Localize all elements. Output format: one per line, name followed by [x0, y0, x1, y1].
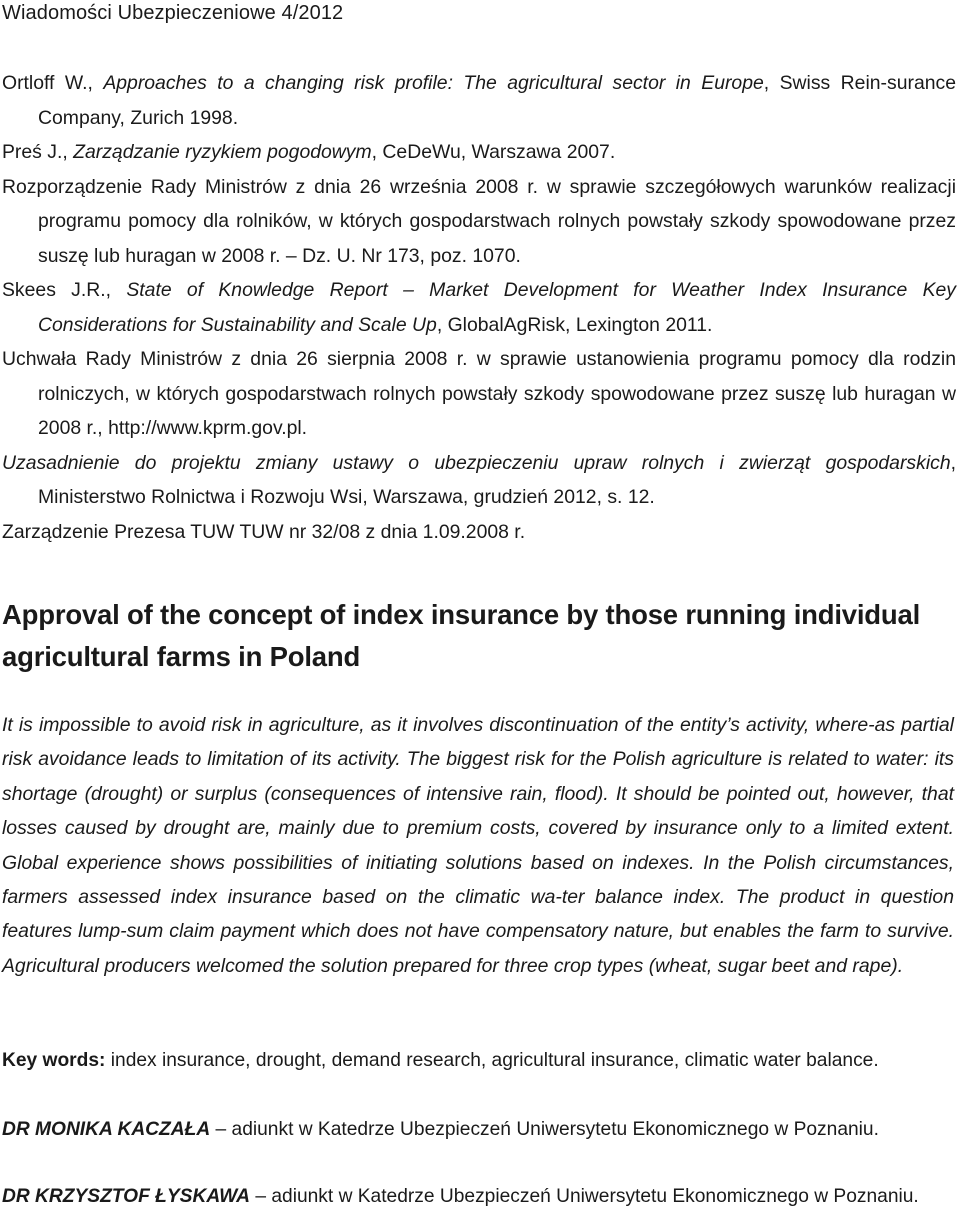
- reference-item: [2, 515, 956, 550]
- author-note: [2, 1113, 958, 1147]
- reference-title: Uzasadnienie do projektu zmiany ustawy o ubezpieczeniu upraw rolnych i zwierząt gospodarskich: [2, 451, 951, 474]
- reference-item: [2, 342, 956, 446]
- reference-text: Ortloff W.,: [2, 72, 104, 94]
- reference-title: Zarządzanie ryzykiem pogodowym: [73, 141, 372, 163]
- reference-publisher: , GlobalAgRisk, Lexington 2011.: [436, 313, 713, 336]
- reference-text: Uchwała Rady Ministrów z dnia 26 sierpnia 2008 r. w sprawie ustanowienia programu pomocy dla rodzin rolniczych, w których gospodarstwach rolnych powstały szkody spowodowane przez suszę lub huragan w 2008 r., http://www.kprm.gov.pl.: [2, 348, 956, 439]
- reference-title: Approaches to a changing risk profile: The agricultural sector in Europe: [103, 72, 764, 94]
- reference-text: Preś J.,: [2, 141, 74, 163]
- author-name: DR MONIKA KACZAŁA: [2, 1119, 211, 1140]
- author-affiliation: – adiunkt w Katedrze Ubezpieczeń Uniwersytetu Ekonomicznego w Poznaniu.: [250, 1186, 919, 1207]
- reference-text: Skees J.R.,: [2, 279, 127, 301]
- reference-list: [2, 66, 956, 549]
- reference-item: [2, 170, 956, 274]
- reference-publisher: , Swiss Rein-surance Company, Zurich 1998.: [38, 72, 956, 129]
- reference-item: [2, 273, 956, 342]
- reference-title: State of Knowledge Report – Market Development for Weather Index Insurance Key Considerations for Sustainability and Scale Up: [38, 279, 956, 336]
- journal-header: Wiadomości Ubezpieczeniowe 4/2012: [2, 2, 344, 24]
- author-name: DR KRZYSZTOF ŁYSKAWA: [2, 1186, 251, 1207]
- section-title: Approval of the concept of index insurance by those running individual agricultural farms in Poland: [2, 599, 921, 672]
- reference-item: [2, 135, 956, 170]
- reference-publisher: , Ministerstwo Rolnictwa i Rozwoju Wsi, Warszawa, grudzień 2012, s. 12.: [38, 451, 956, 508]
- author-note: [2, 1180, 958, 1214]
- reference-text: Rozporządzenie Rady Ministrów z dnia 26 września 2008 r. w sprawie szczegółowych warunków realizacji programu pomocy dla rolników, w których gospodarstwach rolnych powstały szkody spowodowane przez suszę lub huragan w 2008 r. – Dz. U. Nr 173, poz. 1070.: [2, 175, 956, 267]
- abstract-paragraph: It is impossible to avoid risk in agriculture, as it involves discontinuation of the entity’s activity, where-as partial risk avoidance leads to limitation of its activity. The biggest risk for the Polish agriculture is related to water: its shortage (drought) or surplus (consequences of intensive rain, flood). It should be pointed out, however, that losses caused by drought are, mainly due to premium costs, covered by insurance only to a limited extent. Global experience shows possibilities of initiating solutions based on indexes. In the Polish circumstances, farmers assessed index insurance based on the climatic wa-ter balance index. The product in question features lump-sum claim payment which does not have compensatory nature, but enables the farm to survive. Agricultural producers welcomed the solution prepared for three crop types (wheat, sugar beet and rape).: [2, 714, 954, 977]
- reference-text: Zarządzenie Prezesa TUW TUW nr 32/08 z dnia 1.09.2008 r.: [2, 520, 526, 543]
- reference-publisher: , CeDeWu, Warszawa 2007.: [371, 141, 616, 163]
- reference-item: [2, 446, 956, 515]
- keywords-label: Key words:: [2, 1050, 106, 1071]
- keywords-line: [2, 1044, 957, 1078]
- author-affiliation: – adiunkt w Katedrze Ubezpieczeń Uniwersytetu Ekonomicznego w Poznaniu.: [210, 1119, 879, 1140]
- reference-item: [2, 66, 956, 135]
- keywords-text: index insurance, drought, demand research, agricultural insurance, climatic water balance.: [105, 1050, 879, 1071]
